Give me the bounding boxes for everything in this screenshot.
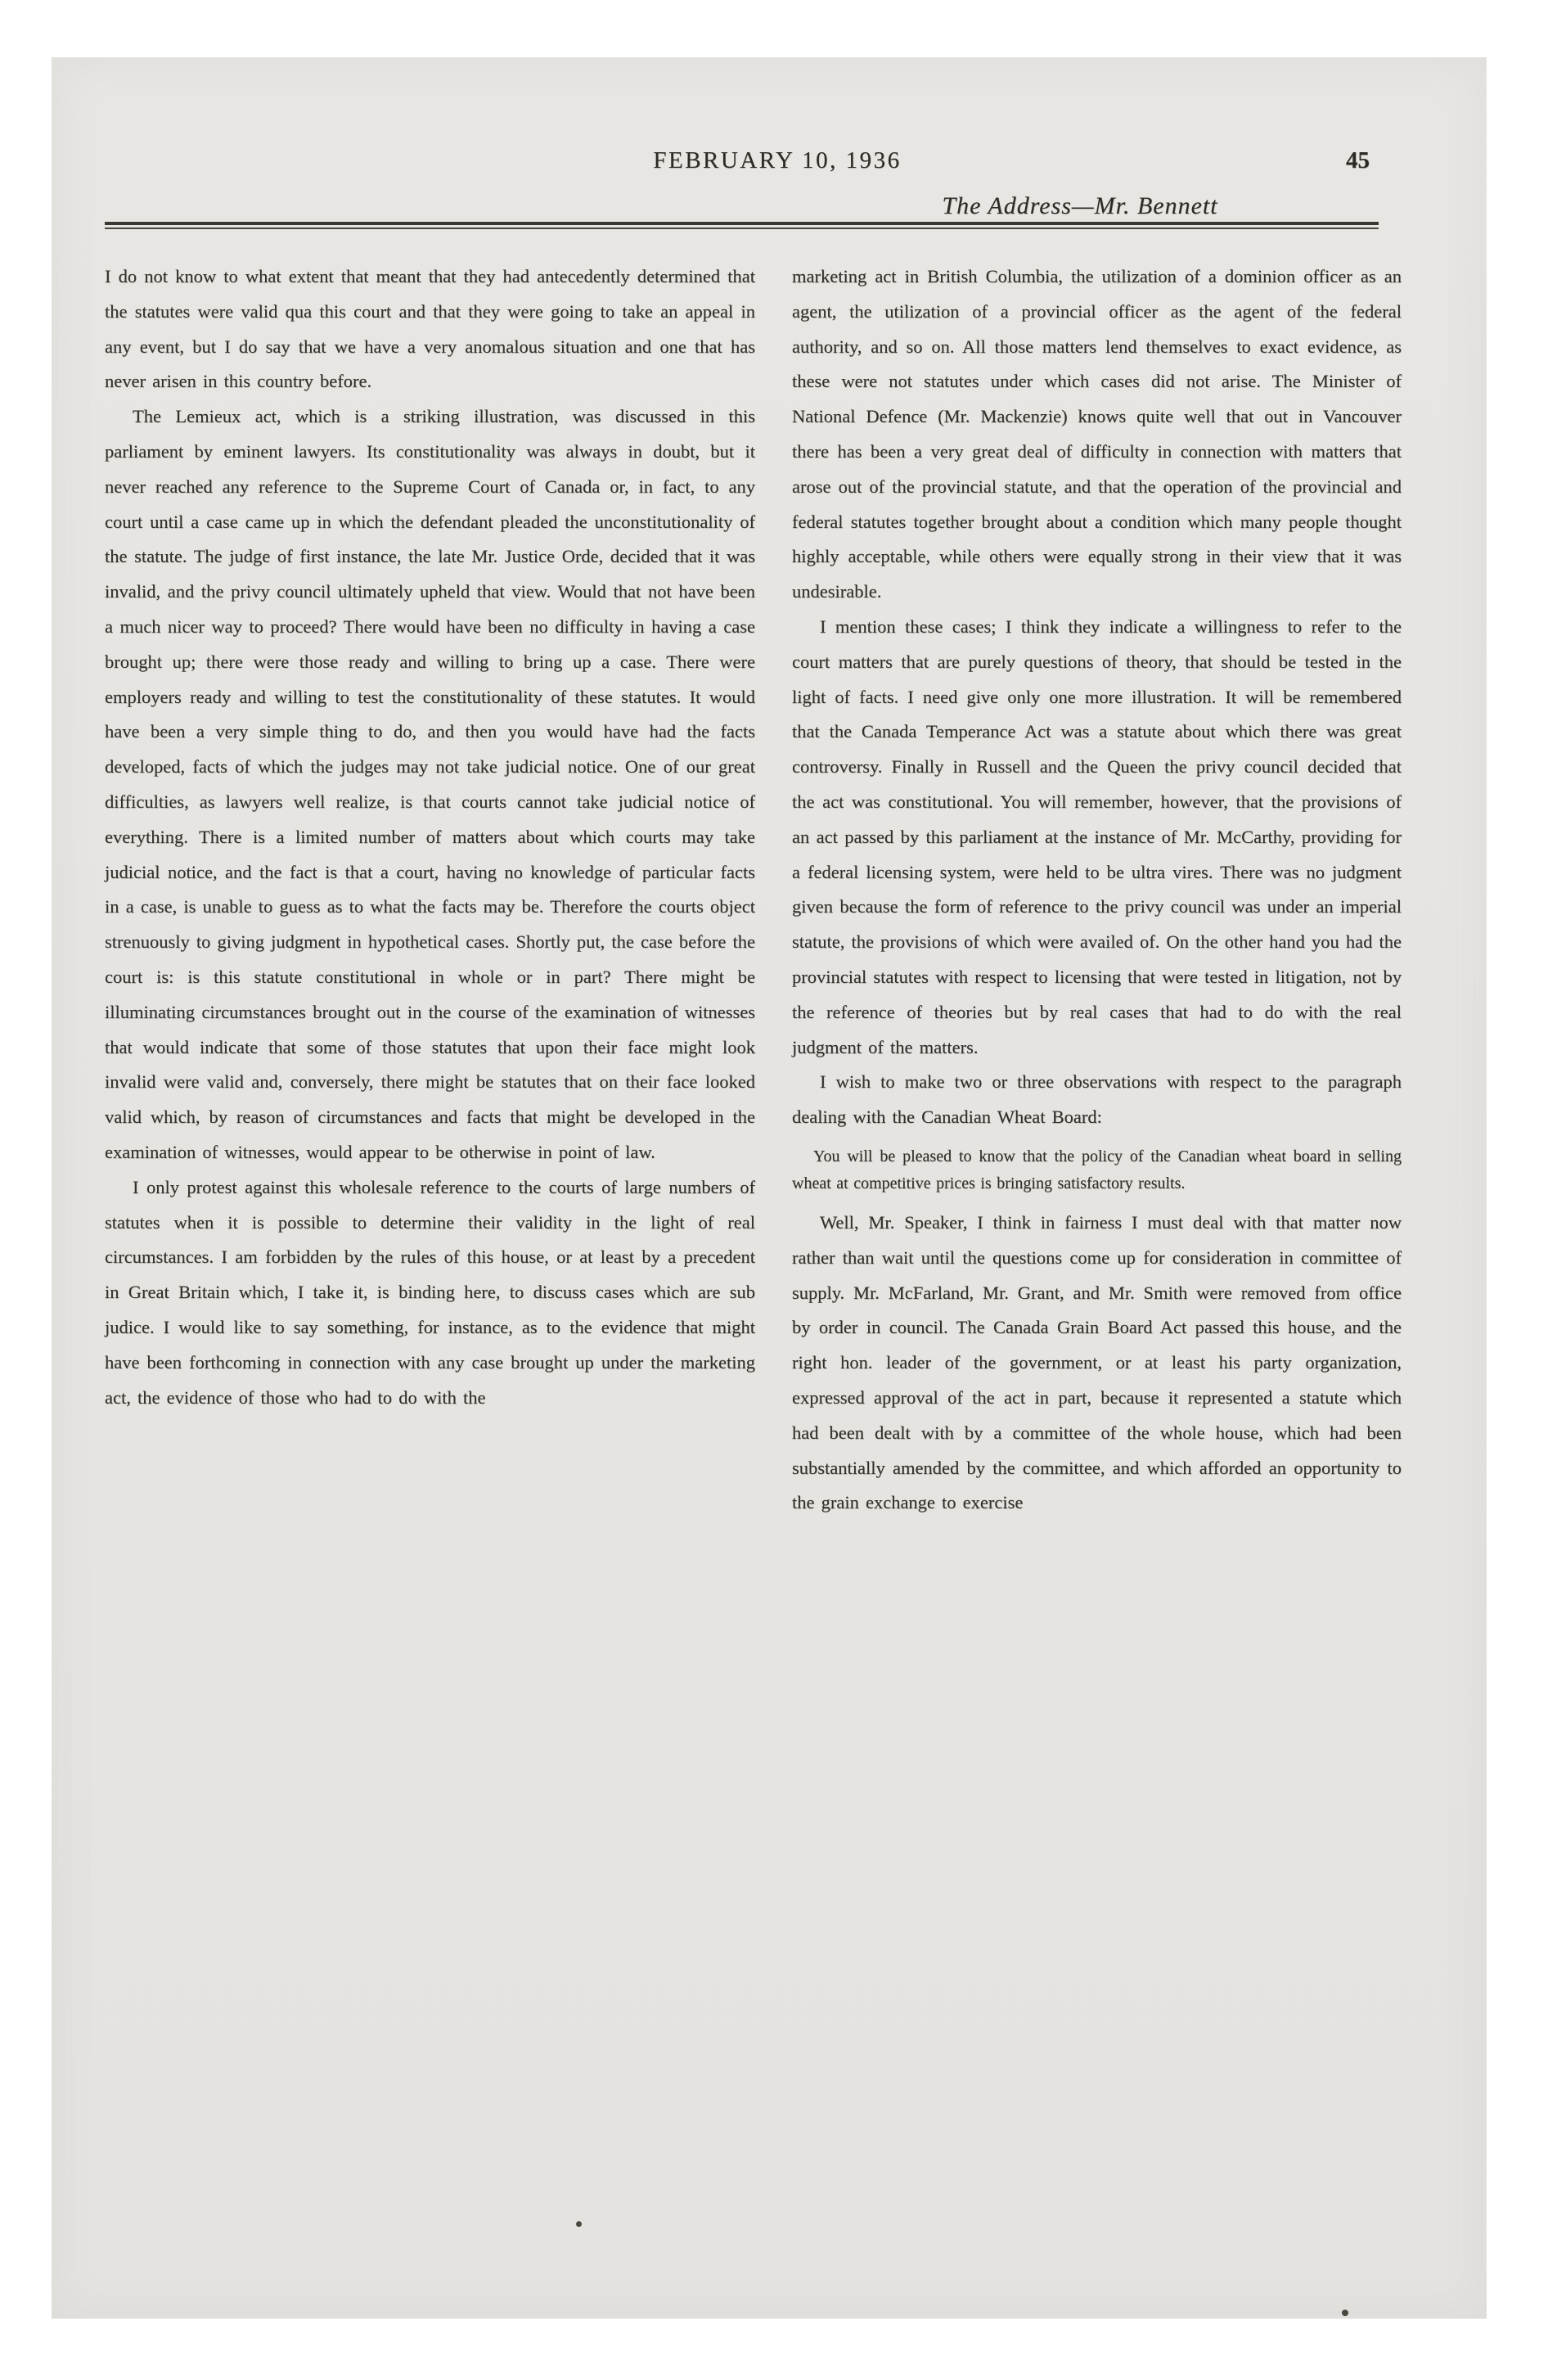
paragraph: The Lemieux act, which is a striking illustration, was discussed in this parliament by eminent lawyers. Its constitutionality was always in doubt, but it never reached any reference to the Supreme Court of Canada or, in fact, to any court until a case came up in which the defendant pleaded the unconstitutionality of the statute. The judge of first instance, the late Mr. Justice Orde, decided that it was invalid, and the privy council ultimately upheld that view. Would that not have been a much nicer way to proceed? There would have been no difficulty in having a case brought up; there were those ready and willing to bring up a case. There were employers ready and willing to test the constitutionality of these statutes. It would have been a very simple thing to do, and then you would have had the facts developed, facts of which the judges may not take judicial notice. One of our great difficulties, as lawyers well realize, is that courts cannot take judicial notice of everything. There is a limited number of matters about which courts may take judicial notice, and the fact is that a court, having no knowledge of particular facts in a case, is unable to guess as to what the facts may be. Therefore the courts object strenuously to giving judgment in hypothetical cases. Shortly put, the case before the court is: is this statute constitutional in whole or in part? There might be illuminating circumstances brought out in the course of the examination of witnesses that would indicate that some of those statutes that upon their face might look invalid were valid and, conversely, there might be statutes that on their face looked valid which, by reason of circumstances and facts that might be developed in the examination of witnesses, would appear to be otherwise in point of law. <box>105 406 755 1162</box>
header-date: FEBRUARY 10, 1936 <box>653 147 902 174</box>
ink-speck <box>576 2221 582 2227</box>
text-columns <box>105 259 1451 1521</box>
running-title: The Address—Mr. Bennett <box>942 192 1218 219</box>
page-scan <box>52 57 1487 2319</box>
block-quote: You will be pleased to know that the policy of the Canadian wheat board in selling wheat at competitive prices is bringing satisfactory results. <box>792 1147 1402 1192</box>
column-right <box>792 259 1402 1521</box>
header-rule <box>105 222 1379 229</box>
paragraph: I mention these cases; I think they indicate a willingness to refer to the court matters that are purely questions of theory, that should be tested in the light of facts. I need give only one more illustration. It will be remembered that the Canada Temperance Act was a statute about which there was great controversy. Finally in Russell and the Queen the privy council decided that the act was constitutional. You will remember, however, that the provisions of an act passed by this parliament at the instance of Mr. McCarthy, providing for a federal licensing system, were held to be ultra vires. There was no judgment given because the form of reference to the privy council was under an imperial statute, the provisions of which were availed of. On the other hand you had the provincial statutes with respect to licensing that were tested in litigation, not by the reference of theories but by real cases that had to do with the real judgment of the matters. <box>792 615 1402 1057</box>
paragraph: marketing act in British Columbia, the utilization of a dominion officer as an agent, the utilization of a provincial officer as the agent of the federal authority, and so on. All those matters lend themselves to exact evidence, as these were not statutes under which cases did not arise. The Minister of National Defence (Mr. Mackenzie) knows quite well that out in Vancouver there has been a very great deal of difficulty in connection with matters that arose out of the provincial statute, and that the operation of the provincial and federal statutes together brought about a condition which many people thought highly acceptable, while others were equally strong in their view that it was undesirable. <box>792 266 1402 602</box>
paragraph: I do not know to what extent that meant that they had antecedently determined that the statutes were valid qua this court and that they were going to take an appeal in any event, but I do say that we have a very anomalous situation and one that has never arisen in this country before. <box>105 266 755 392</box>
paragraph: Well, Mr. Speaker, I think in fairness I must deal with that matter now rather than wait until the questions come up for consideration in committee of supply. Mr. McFarland, Mr. Grant, and Mr. Smith were removed from office by order in council. The Canada Grain Board Act passed this house, and the right hon. leader of the government, or at least his party organization, expressed approval of the act in part, because it represented a statute which had been dealt with by a committee of the whole house, which had been substantially amended by the committee, and which afforded an opportunity to the grain exchange to exercise <box>792 1211 1402 1513</box>
column-left <box>105 259 755 1521</box>
page-number: 45 <box>1346 147 1370 174</box>
ink-speck <box>1342 2310 1348 2316</box>
paragraph: I only protest against this wholesale reference to the courts of large numbers of statutes when it is possible to determine their validity in the light of real circumstances. I am forbidden by the rules of this house, or at least by a precedent in Great Britain which, I take it, is binding here, to discuss cases which are sub judice. I would like to say something, for instance, as to the evidence that might have been forthcoming in connection with any case brought up under the marketing act, the evidence of those who had to do with the <box>105 1176 755 1408</box>
paragraph: I wish to make two or three observations with respect to the paragraph dealing with the Canadian Wheat Board: <box>792 1071 1402 1128</box>
